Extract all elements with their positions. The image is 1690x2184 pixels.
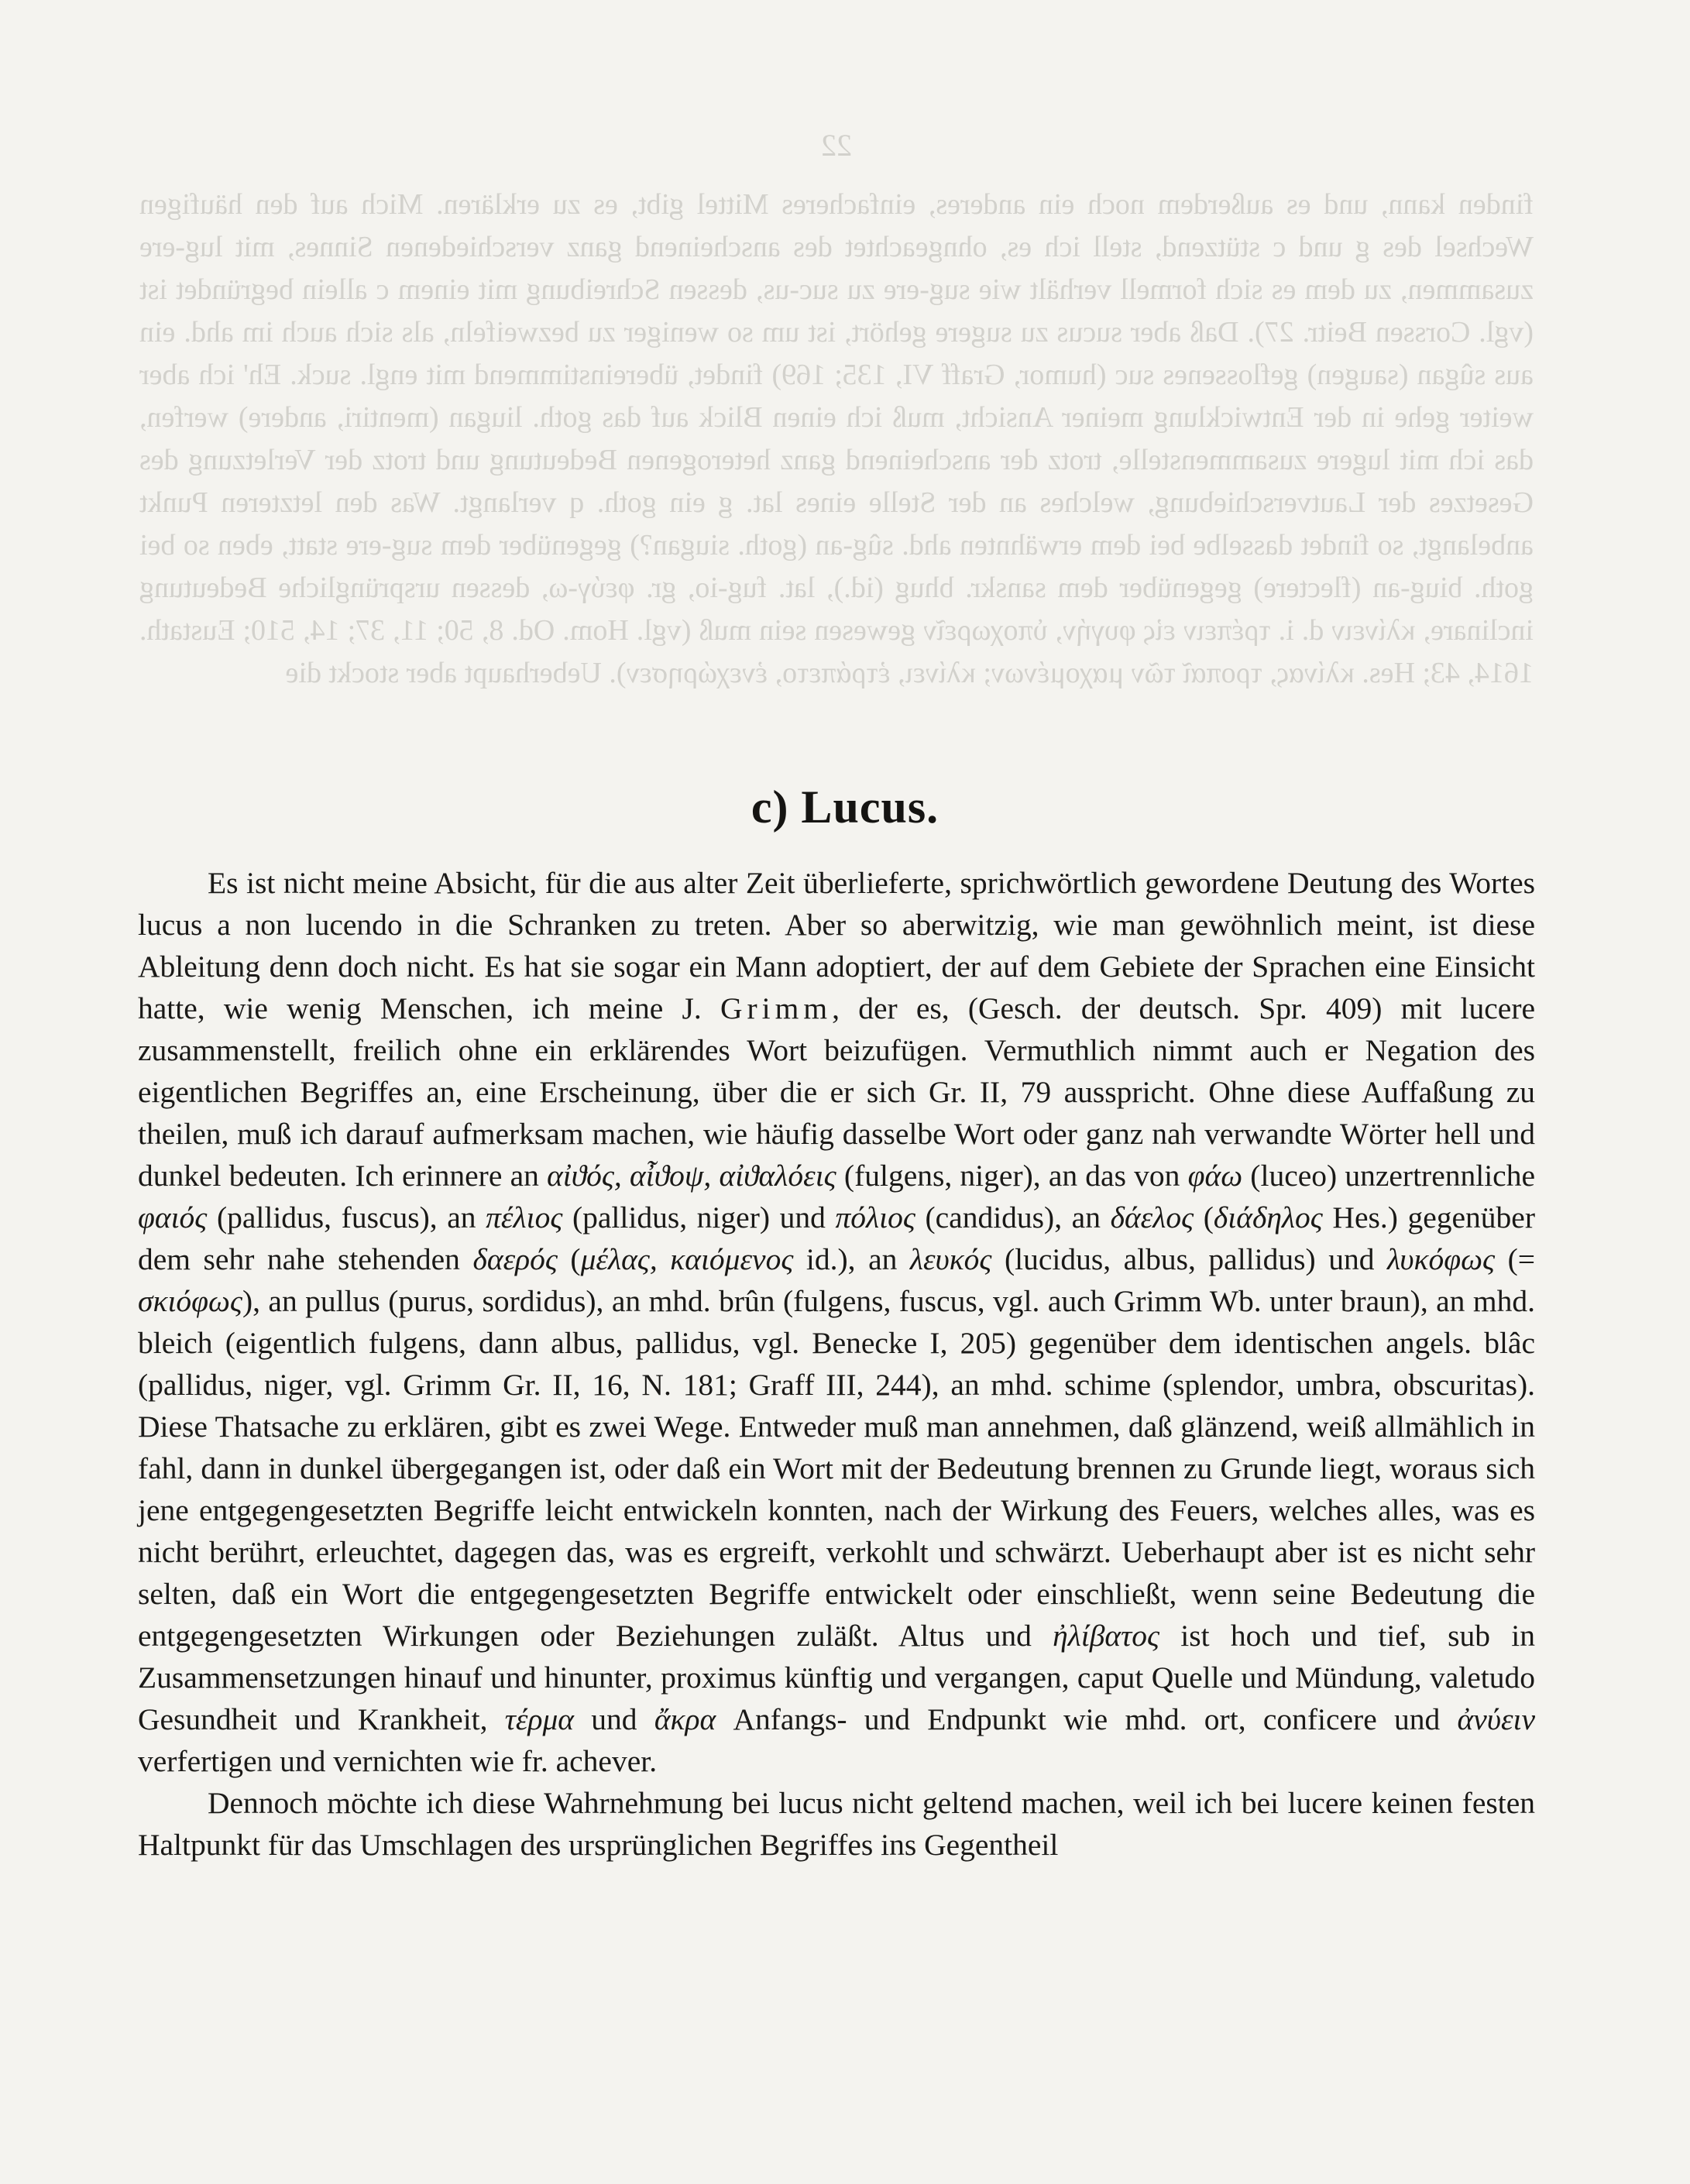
- text-run: (luceo) unzertrennliche: [1242, 1159, 1535, 1193]
- greek-term: λευκός: [909, 1242, 992, 1276]
- text-run: ist hoch und tief, sub in Zusammensetzungen hinauf und hinunter, proximus künftig und vergangen, caput Quelle und Mündung, valetudo Gesundheit und Krankheit,: [138, 1619, 1535, 1736]
- author-name-spaced: Grimm: [720, 991, 833, 1025]
- greek-term: ἠλίβατος: [1053, 1619, 1160, 1653]
- greek-term: ἀνύειν: [1457, 1702, 1536, 1736]
- text-run: (fulgens, niger), an das von: [836, 1159, 1188, 1193]
- greek-term: πόλιος: [835, 1200, 915, 1235]
- greek-term: φάω: [1187, 1159, 1243, 1193]
- bleed-through-text: [139, 124, 1534, 695]
- text-run: Anfangs- und Endpunkt wie mhd. ort, conficere und: [716, 1702, 1458, 1736]
- text-run: id.), an: [793, 1242, 910, 1276]
- greek-term: σκιόφως: [138, 1284, 242, 1318]
- greek-term: ἄκρα: [654, 1702, 716, 1736]
- text-run: ), an pullus (purus, sordidus), an mhd. brûn (fulgens, fuscus, vgl. auch Grimm Wb. unter braun), an mhd. bleich (eigentlich fulgens, dann albus, pallidus, vgl. Benecke I, 205) gegenüber dem identischen angels. blâc (pallidus, niger, vgl. Grimm Gr. II, 16, N. 181; Graff III, 244), an mhd. schime (splendor, umbra, obscuritas). Diese Thatsache zu erklären, gibt es zwei Wege. Entweder muß man annehmen, daß glänzend, weiß allmählich in fahl, dann in dunkel übergegangen ist, oder daß ein Wort mit der Bedeutung brennen zu Grunde liegt, woraus sich jene entgegengesetzten Begriffe leicht entwickeln konnten, nach der Wirkung des Feuers, welches alles, was es nicht berührt, erleuchtet, dagegen das, was es ergreift, verkohlt und schwärzt. Ueberhaupt aber ist es nicht sehr selten, daß ein Wort die entgegengesetzten Begriffe entwickelt oder einschließt, wenn seine Bedeutung die entgegengesetzten Wirkungen oder Beziehungen zuläßt. Altus und: [138, 1284, 1535, 1653]
- text-run: (pallidus, niger) und: [562, 1200, 836, 1235]
- text-run: Es ist nicht meine Absicht, für die aus alter Zeit überlieferte, sprichwörtlich gewordene Deutung des Wortes lucus a non lucendo in die Schranken zu treten. Aber so aberwitzig, wie man gewöhnlich meint, ist diese Ableitung denn doch nicht. Es hat sie sogar ein Mann adoptiert, der auf dem Gebiete der Sprachen eine Einsicht hatte, wie wenig Menschen, ich meine J.: [138, 866, 1535, 1025]
- text-run: Hes.) gegenüber dem sehr nahe stehenden: [138, 1200, 1535, 1276]
- text-run: (=: [1495, 1242, 1535, 1276]
- reverse-page-number: 22: [821, 128, 852, 163]
- greek-term: αἰϑός, αἶϑοψ, αἰϑαλόεις: [547, 1159, 836, 1193]
- greek-term: λυκόφως: [1386, 1242, 1496, 1276]
- text-run: (pallidus, fuscus), an: [207, 1200, 486, 1235]
- greek-term: διάδηλος: [1213, 1200, 1323, 1235]
- reverse-page-text: finden kann, und es außerdem noch ein anderes, einfacheres Mittel gibt, es zu erklären. Mich auf den häufigen Wechsel des g und c stützend, stell ich es, ohngeachtet des anscheinend ganz verschiedenen Sinnes, mit lug-ere zusammen, zu dem es sich formell verhält wie sug-ere zu suc-us, dessen Schreibung mit einem c allein begründet ist (vgl. Corssen Beitr. 27). Daß aber sucus zu sugere gehört, ist um so weniger zu bezweifeln, als sich auch im ahd. ein aus sûgan (saugen) geflossenes suc (humor, Graff VI, 135; 169) findet, übereinstimmend mit engl. suck. Eh' ich aber weiter gehe in der Entwicklung meiner Ansicht, muß ich einen Blick auf das goth. liugan (mentiri, andere) werfen, das ich mit lugere zusammenstelle, trotz der anscheinend ganz heterogenen Bedeutung und trotz der Verletzung des Gesetzes der Lautverschiebung, welches an der Stelle eines lat. g ein goth. q verlangt. Was den letzteren Punkt anbelangt, so findet dasselbe bei dem erwähnten ahd. sûg-an (goth. siugan?) gegenüber dem sug-ere statt, eben so bei goth. biug-an (flectere) gegenüber dem sanskr. bhug (id.), lat. fug-io, gr. φεύγ-ω, dessen ursprüngliche Bedeutung inclinare, κλίνειν d. i. τρέπειν εἰς φυγήν, ὑποχωρεῖν gewesen sein muß (vgl. Hom. Od. 8, 50; 11, 37; 14, 510; Eustath. 1614, 43; Hes. κλίνας, τροπαῖ τῶν μαχομένων; κλίνει, ἐτράπετο, ἐνεχώρησεν). Ueberhaupt aber stockt die: [139, 188, 1534, 689]
- greek-term: φαιός: [138, 1200, 208, 1235]
- greek-term: πέλιος: [486, 1200, 563, 1235]
- body-text: [138, 862, 1535, 1866]
- text-run: (candidus), an: [915, 1200, 1111, 1235]
- text-run: (: [557, 1242, 581, 1276]
- text-run: (: [1194, 1200, 1214, 1235]
- text-run: (lucidus, albus, pallidus) und: [991, 1242, 1387, 1276]
- text-run: und: [574, 1702, 654, 1736]
- paragraph-2: Dennoch möchte ich diese Wahrnehmung bei lucus nicht geltend machen, weil ich bei lucere keinen festen Haltpunkt für das Umschlagen des ursprünglichen Begriffes ins Gegentheil: [138, 1786, 1535, 1862]
- text-run: , der es, (Gesch. der deutsch. Spr. 409) mit lucere zusammenstellt, freilich ohne ein erklärendes Wort beizufügen. Vermuthlich nimmt auch er Negation des eigentlichen Begriffes an, eine Erscheinung, über die er sich Gr. II, 79 ausspricht. Ohne diese Auffaßung zu theilen, muß ich darauf aufmerksam machen, wie häufig dasselbe Wort oder ganz nah verwandte Wörter hell und dunkel bedeuten. Ich erinnere an: [138, 991, 1536, 1193]
- paragraph-1: [138, 862, 1535, 1782]
- greek-term: δαερός: [472, 1242, 558, 1276]
- greek-term: δάελος: [1110, 1200, 1194, 1235]
- greek-term: μέλας, καιόμενος: [580, 1242, 794, 1276]
- text-run: verfertigen und vernichten wie fr. achever.: [138, 1744, 658, 1778]
- greek-term: τέρμα: [504, 1702, 575, 1736]
- section-heading: c) Lucus.: [751, 781, 939, 833]
